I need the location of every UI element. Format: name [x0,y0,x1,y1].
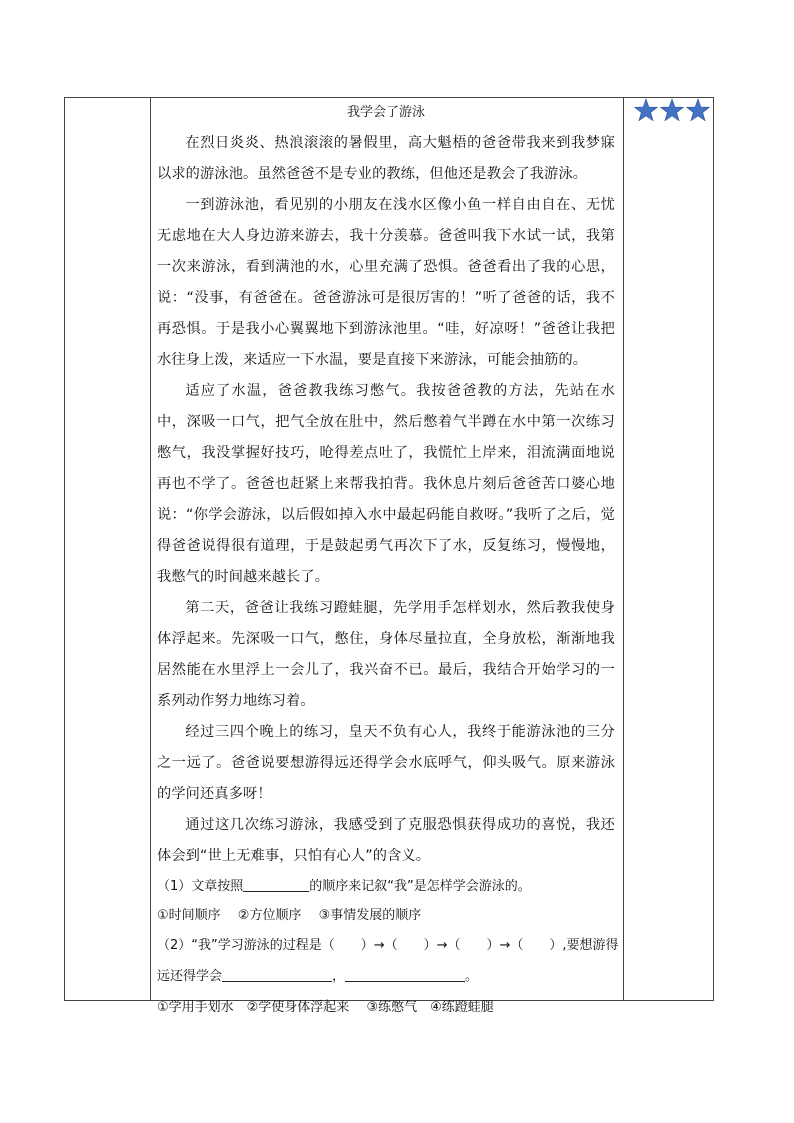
question-1-blank[interactable] [243,877,309,892]
star-rating [634,98,714,128]
star-rating-graphic [634,98,714,128]
paragraph-1: 在烈日炎炎、热浪滚滚的暑假里，高大魁梧的爸爸带我来到我梦寐以求的游泳池。虽然爸爸不是专业的教练，但他还是教会了我游泳。 [157,135,615,182]
paragraph-2: 一到游泳池，看见别的小朋友在浅水区像小鱼一样自由自在、无忧无虑地在大人身边游来游去，我十分羡慕。爸爸叫我下水试一试，我第一次来游泳，看到满池的水，心里充满了恐惧。爸爸看出了我的心思，说：“没事，有爸爸在。爸爸游泳可是很厉害的！”听了爸爸的话，我不再恐惧。于是我小心翼翼地下到游泳池里。“哇，好凉呀！”爸爸让我把水往身上泼，来适应一下水温，要是直接下来游泳，可能会抽筋的。 [157,197,615,368]
question-2-end: 。 [465,969,479,984]
column-divider-right [623,98,624,1000]
question-2-separator: ， [332,969,346,984]
paragraph-6: 通过这几次练习游泳，我感受到了克服恐惧获得成功的喜悦，我还体会到“世上无难事，只怕有心人”的含义。 [157,817,615,864]
star-icon [635,99,658,121]
worksheet-table [64,97,714,1015]
column-divider-left [150,98,151,1000]
question-2-line-2-prefix: 远还得学会 [157,969,223,984]
question-1-suffix: 的顺序来记叙“我”是怎样学会游泳的。 [309,879,531,894]
question-1-options: ①时间顺序 ②方位顺序 ③事情发展的顺序 [157,908,422,923]
question-2-blank-1[interactable] [222,967,332,982]
star-icon [661,99,684,121]
question-2-line-1: （2）“我”学习游泳的过程是（ ）→（ ）→（ ）→（ ）,要想游得 [157,938,619,953]
passage-cell [157,98,619,1023]
question-1-prefix: （1）文章按照 [157,879,244,894]
paragraph-5: 经过三四个晚上的练习，皇天不负有心人，我终于能游泳池的三分之一远了。爸爸说要想游得远还得学会水底呼气，仰头吸气。原来游泳的学问还真多呀！ [157,724,615,802]
paragraph-3: 适应了水温，爸爸教我练习憋气。我按爸爸教的方法，先站在水中，深吸一口气，把气全放在肚中，然后憋着气半蹲在水中第一次练习憋气，我没掌握好技巧，呛得差点吐了，我慌忙上岸来，泪流满面地说再也不学了。爸爸也赶紧上来帮我拍背。我休息片刻后爸爸苦口婆心地说：“你学会游泳，以后假如掉入水中最起码能自救呀。”我听了之后，觉得爸爸说得很有道理，于是鼓起勇气再次下了水，反复练习，慢慢地，我憋气的时间越来越长了。 [157,383,615,585]
paragraph-4: 第二天，爸爸让我练习蹬蛙腿，先学用手怎样划水，然后教我使身体浮起来。先深吸一口气，憋住，身体尽量拉直，全身放松，渐渐地我居然能在水里浮上一会儿了，我兴奋不已。最后，我结合开始学习的一系列动作努力地练习着。 [157,600,615,709]
question-1 [157,872,615,901]
star-icon [687,99,710,121]
passage-title: 我学会了游泳 [346,105,425,120]
question-2-options: ①学用手划水 ②学使身体浮起来 ③练憋气 ④练蹬蛙腿 [157,1000,494,1015]
question-2-line-2 [157,961,615,992]
question-2-blank-2[interactable] [345,967,465,982]
